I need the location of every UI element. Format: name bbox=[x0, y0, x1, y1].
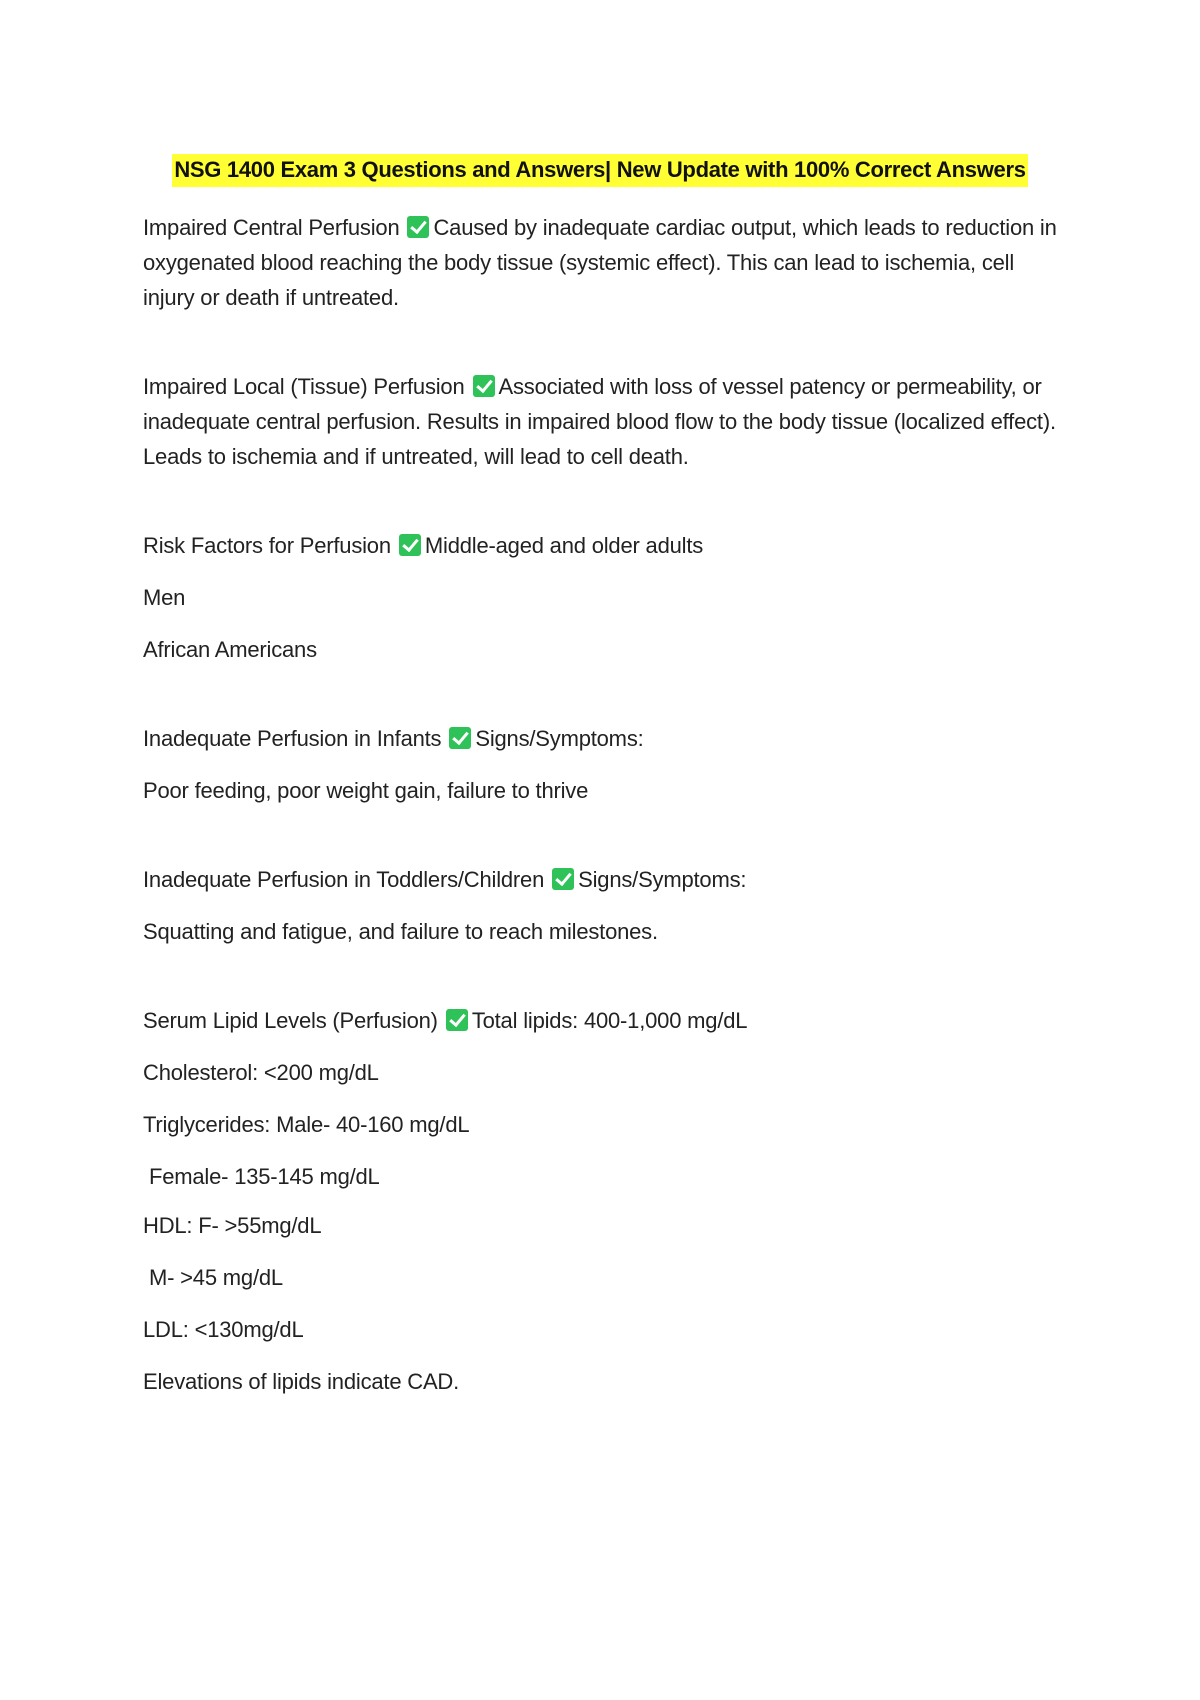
qa-entry bbox=[143, 721, 1063, 808]
qa-line bbox=[143, 210, 1063, 315]
qa-extra-line: African Americans bbox=[143, 637, 317, 662]
check-mark-icon bbox=[449, 727, 471, 749]
spacer bbox=[143, 949, 1063, 1003]
qa-extra-line: Female- 135-145 mg/dL bbox=[149, 1164, 380, 1189]
check-mark-icon bbox=[446, 1009, 468, 1031]
qa-entry bbox=[143, 528, 1063, 667]
document-title: NSG 1400 Exam 3 Questions and Answers| New Update with 100% Correct Answers bbox=[172, 154, 1027, 187]
qa-entry bbox=[143, 369, 1063, 474]
qa-extra-line: M- >45 mg/dL bbox=[149, 1265, 283, 1290]
qa-line bbox=[143, 862, 1063, 897]
qa-term: Impaired Central Perfusion bbox=[143, 215, 400, 240]
qa-line bbox=[143, 528, 1063, 563]
document-body bbox=[143, 210, 1063, 1399]
title-container bbox=[0, 154, 1200, 187]
qa-extra-line: HDL: F- >55mg/dL bbox=[143, 1213, 322, 1238]
qa-answer: Associated with loss of vessel patency or permeability, or inadequate central perfusion. Results in impaired blood flow to the body tissue (localized effect). Leads to ischemia and if untreated, will lead to cell death. bbox=[143, 374, 1056, 469]
spacer bbox=[143, 667, 1063, 721]
qa-extra-line: Cholesterol: <200 mg/dL bbox=[143, 1060, 379, 1085]
check-mark-icon bbox=[407, 216, 429, 238]
qa-extra-line: Elevations of lipids indicate CAD. bbox=[143, 1369, 460, 1394]
qa-answer: Caused by inadequate cardiac output, which leads to reduction in oxygenated blood reaching the body tissue (systemic effect). This can lead to ischemia, cell injury or death if untreated. bbox=[143, 215, 1057, 310]
qa-extra-line: Men bbox=[143, 585, 186, 610]
qa-line bbox=[143, 1003, 1063, 1038]
spacer bbox=[143, 474, 1063, 528]
qa-answer: Total lipids: 400-1,000 mg/dL bbox=[471, 1008, 748, 1033]
qa-term: Inadequate Perfusion in Toddlers/Children bbox=[143, 867, 545, 892]
qa-term: Impaired Local (Tissue) Perfusion bbox=[143, 374, 465, 399]
qa-entry bbox=[143, 210, 1063, 315]
qa-extra-line: Squatting and fatigue, and failure to reach milestones. bbox=[143, 919, 658, 944]
qa-term: Inadequate Perfusion in Infants bbox=[143, 726, 442, 751]
qa-answer: Signs/Symptoms: bbox=[578, 867, 747, 892]
spacer bbox=[143, 808, 1063, 862]
spacer bbox=[143, 315, 1063, 369]
check-mark-icon bbox=[552, 868, 574, 890]
qa-extra-line: Poor feeding, poor weight gain, failure to thrive bbox=[143, 778, 589, 803]
qa-line bbox=[143, 369, 1063, 474]
qa-extra-line: Triglycerides: Male- 40-160 mg/dL bbox=[143, 1112, 470, 1137]
qa-extra-line: LDL: <130mg/dL bbox=[143, 1317, 304, 1342]
qa-answer: Middle-aged and older adults bbox=[424, 533, 704, 558]
qa-entry bbox=[143, 1003, 1063, 1399]
check-mark-icon bbox=[473, 375, 495, 397]
check-mark-icon bbox=[399, 534, 421, 556]
qa-term: Serum Lipid Levels (Perfusion) bbox=[143, 1008, 438, 1033]
qa-answer: Signs/Symptoms: bbox=[475, 726, 644, 751]
qa-entry bbox=[143, 862, 1063, 949]
qa-term: Risk Factors for Perfusion bbox=[143, 533, 391, 558]
qa-line bbox=[143, 721, 1063, 756]
